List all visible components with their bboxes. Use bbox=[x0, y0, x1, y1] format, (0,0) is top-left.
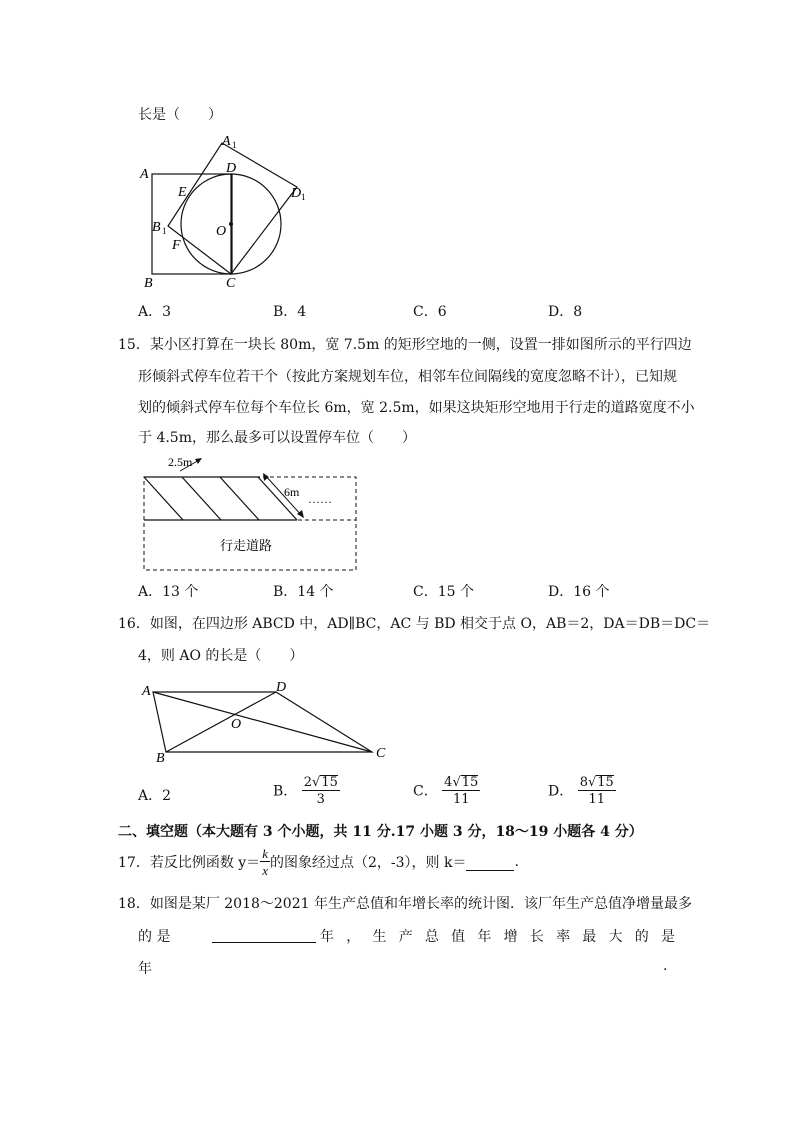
fraction: $\frac{4√15}{11}$ bbox=[444, 775, 479, 807]
width-label: 2.5m bbox=[168, 455, 193, 469]
q17-answer-blank[interactable] bbox=[466, 854, 514, 871]
q17-line: 17．若反比例函数 y＝ $\frac{k}{x}$ 的图象经过点（2，-3），则 k＝ . bbox=[118, 846, 519, 878]
q15-line-2: 形倾斜式停车位若干个（按此方案规划车位，相邻车位间隔线的宽度忽略不计），已知规 bbox=[138, 369, 677, 385]
diagonal-bd bbox=[166, 692, 276, 752]
q14-option-a[interactable]: A．3 bbox=[138, 304, 172, 320]
q18-line-2a: 的 是 bbox=[138, 929, 171, 945]
length-label: 6m bbox=[284, 485, 300, 499]
q15-line-1: 15．某小区打算在一块长 80m，宽 7.5m 的矩形空地的一侧，设置一排如图所示的平行四边 bbox=[118, 337, 692, 353]
label-b1: B bbox=[152, 220, 161, 235]
label-d1-sub: 1 bbox=[301, 192, 306, 202]
q14-option-d[interactable]: D．8 bbox=[548, 304, 583, 320]
q16-line-2: 4，则 AO 的长是（ ） bbox=[138, 648, 304, 664]
q17-suffix: 的图象经过点（2，-3），则 k＝ bbox=[269, 855, 467, 871]
label-e: E bbox=[178, 185, 187, 200]
label-d1: D bbox=[291, 186, 302, 201]
label-c: C bbox=[376, 746, 386, 761]
q14-option-b[interactable]: B．4 bbox=[273, 304, 307, 320]
label-b: B bbox=[156, 751, 165, 766]
q16-option-b[interactable]: B． $\frac{2√15}{3}$ bbox=[273, 775, 338, 807]
label-b: B bbox=[144, 276, 153, 291]
q14-option-c[interactable]: C．6 bbox=[413, 304, 447, 320]
q15-option-a[interactable]: A．13 个 bbox=[138, 584, 199, 600]
q15-line-4: 于 4.5m，那么最多可以设置停车位（ ） bbox=[138, 430, 416, 446]
q17-prefix: 17．若反比例函数 y＝ bbox=[118, 855, 261, 871]
label-d: D bbox=[276, 680, 287, 695]
diagonal-ac bbox=[153, 692, 372, 752]
q15-option-b[interactable]: B．14 个 bbox=[273, 584, 334, 600]
label-a: A bbox=[142, 684, 151, 699]
q15-option-d[interactable]: D．16 个 bbox=[548, 584, 610, 600]
q16-option-a[interactable]: A．2 bbox=[138, 788, 172, 804]
q16-option-d[interactable]: D． $\frac{8√15}{11}$ bbox=[548, 775, 614, 807]
label-a1-sub: 1 bbox=[232, 140, 237, 150]
label-d: D bbox=[226, 161, 237, 176]
q16-line-1: 16．如图，在四边形 ABCD 中，AD∥BC，AC 与 BD 相交于点 O，AB＝2，DA＝DB＝DC＝ bbox=[118, 616, 711, 632]
q17-fraction: $\frac{k}{x}$ bbox=[262, 846, 268, 878]
section-2-title: 二、填空题（本大题有 3 个小题，共 11 分.17 小题 3 分，18～19 小题各 4 分） bbox=[118, 824, 643, 840]
label-b1-sub: 1 bbox=[162, 226, 167, 236]
label-o: O bbox=[216, 224, 227, 239]
more-dots: …… bbox=[308, 492, 332, 506]
label-f: F bbox=[172, 238, 181, 253]
label-a1: A bbox=[222, 134, 231, 149]
label-c: C bbox=[226, 276, 236, 291]
q18-line-1: 18．如图是某厂 2018～2021 年生产总值和年增长率的统计图．该厂年生产总值净增量最多 bbox=[118, 896, 692, 912]
fraction: $\frac{2√15}{3}$ bbox=[303, 775, 338, 807]
road-label: 行走道路 bbox=[220, 538, 273, 553]
q16-option-c[interactable]: C． $\frac{4√15}{11}$ bbox=[413, 775, 479, 807]
q15-option-c[interactable]: C．15 个 bbox=[413, 584, 474, 600]
q14-stem-tail: 长是（ ） bbox=[138, 107, 222, 123]
q18-answer-blank-2[interactable] bbox=[160, 958, 660, 974]
q18-answer-blank-1[interactable] bbox=[212, 926, 316, 943]
q15-line-3: 划的倾斜式停车位每个车位长 6m，宽 2.5m，如果这块矩形空地用于行走的道路宽度不小 bbox=[138, 400, 695, 416]
q18-line-2b: 年 ， 生 产 总 值 年 增 长 率 最 大 的 是 bbox=[320, 929, 675, 945]
q18-line-3a: 年 bbox=[138, 961, 152, 977]
label-a: A bbox=[140, 167, 149, 182]
q18-line-3b: . bbox=[663, 958, 668, 974]
label-o: O bbox=[231, 717, 242, 732]
fraction: $\frac{8√15}{11}$ bbox=[579, 775, 614, 807]
